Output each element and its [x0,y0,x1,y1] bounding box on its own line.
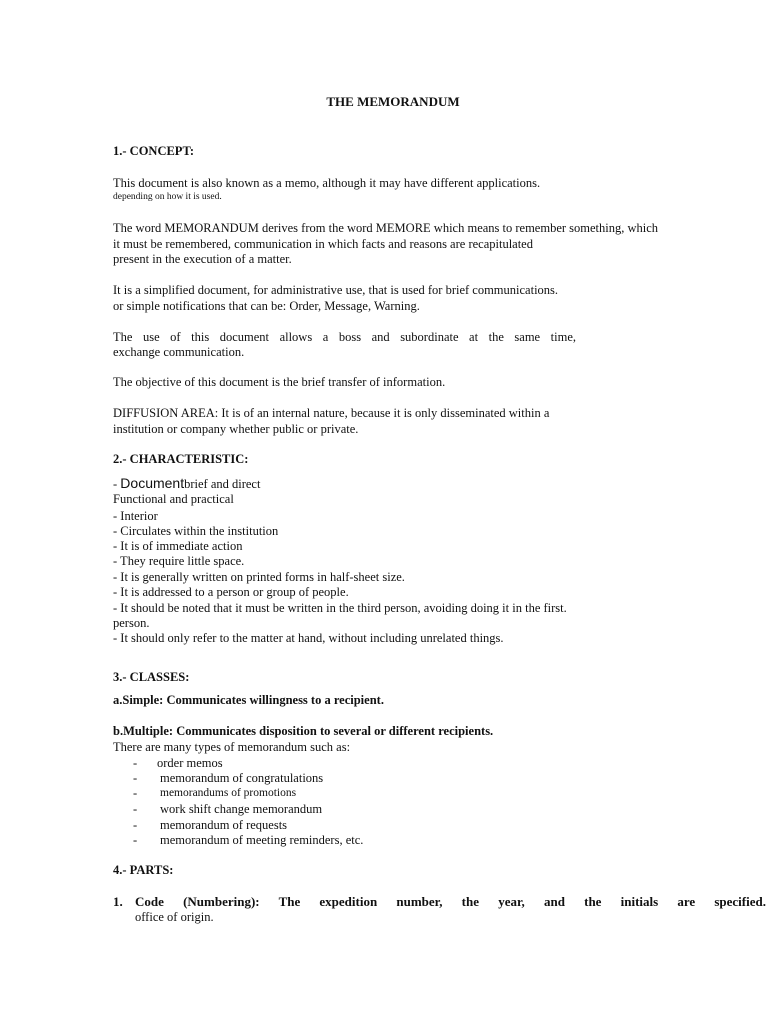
memo-type-item: work shift change memorandum [160,802,323,816]
parts-item-continuation: office of origin. [135,910,214,924]
characteristic-item-1-rest: brief and direct [184,477,261,491]
concept-para4-line1: The use of this document allows a boss and subordinate at the same time, [113,330,576,344]
characteristic-list-item: - Circulates within the institution [113,524,279,538]
memo-type-item: memorandums of promotions [160,787,297,799]
document-title: THE MEMORANDUM [326,94,460,109]
characteristic-list-item: - It is of immediate action [113,539,243,553]
characteristic-list-item: person. [113,616,150,630]
list-bullet: - [133,756,138,770]
concept-para4-line2: exchange communication. [113,345,245,359]
characteristic-list-item: - It should only refer to the matter at hand, without including unrelated things. [113,631,504,645]
characteristic-list-item: - It is addressed to a person or group of people. [113,585,349,599]
classes-multiple: b.Multiple: Communicates disposition to several or different recipients. [113,724,494,738]
memo-type-item: order memos [157,756,223,770]
classes-intro: There are many types of memorandum such as: [113,740,351,754]
list-bullet: - [133,833,138,847]
characteristic-item-1-word: Document [120,475,185,491]
concept-line-1-note: depending on how it is used. [113,192,222,202]
concept-para3-line1: It is a simplified document, for administrative use, that is used for brief communications. [113,283,559,297]
concept-para6-line1: DIFFUSION AREA: It is of an internal nature, because it is only disseminated within a [113,406,550,420]
characteristic-item-1 [113,476,260,492]
concept-heading: 1.- CONCEPT: [113,144,195,158]
memo-type-item: memorandum of requests [160,818,288,832]
characteristic-list-item: - Interior [113,509,158,523]
characteristic-heading: 2.- CHARACTERISTIC: [113,452,249,466]
parts-item-text: Code (Numbering): The expedition number, the year, and the initials are specified. [135,894,766,909]
list-bullet: - [133,818,138,832]
concept-para2-line1: The word MEMORANDUM derives from the word MEMORE which means to remember something, which [113,221,659,235]
list-bullet: - [133,786,138,800]
concept-para3-line2: or simple notifications that can be: Order, Message, Warning. [113,299,420,313]
concept-para2-line3: present in the execution of a matter. [113,252,292,266]
memo-type-item: memorandum of congratulations [160,771,324,785]
characteristic-item-1-prefix: - [113,477,121,491]
characteristic-list-item: - They require little space. [113,554,245,568]
classes-heading: 3.- CLASSES: [113,670,190,684]
concept-para6-line2: institution or company whether public or private. [113,422,359,436]
concept-line-1: This document is also known as a memo, although it may have different applications. [113,176,541,190]
concept-para5: The objective of this document is the brief transfer of information. [113,375,446,389]
parts-heading: 4.- PARTS: [113,863,174,877]
list-bullet: - [133,771,138,785]
memo-type-item: memorandum of meeting reminders, etc. [160,833,364,847]
classes-simple: a.Simple: Communicates willingness to a recipient. [113,693,384,707]
characteristic-list-item: - It should be noted that it must be written in the third person, avoiding doing it in the first. [113,601,567,615]
characteristic-item-2: Functional and practical [113,492,234,506]
characteristic-list-item: - It is generally written on printed forms in half-sheet size. [113,570,405,584]
concept-para2-line2: it must be remembered, communication in which facts and reasons are recapitulated [113,237,533,251]
parts-item-number: 1. [113,894,123,909]
list-bullet: - [133,802,138,816]
